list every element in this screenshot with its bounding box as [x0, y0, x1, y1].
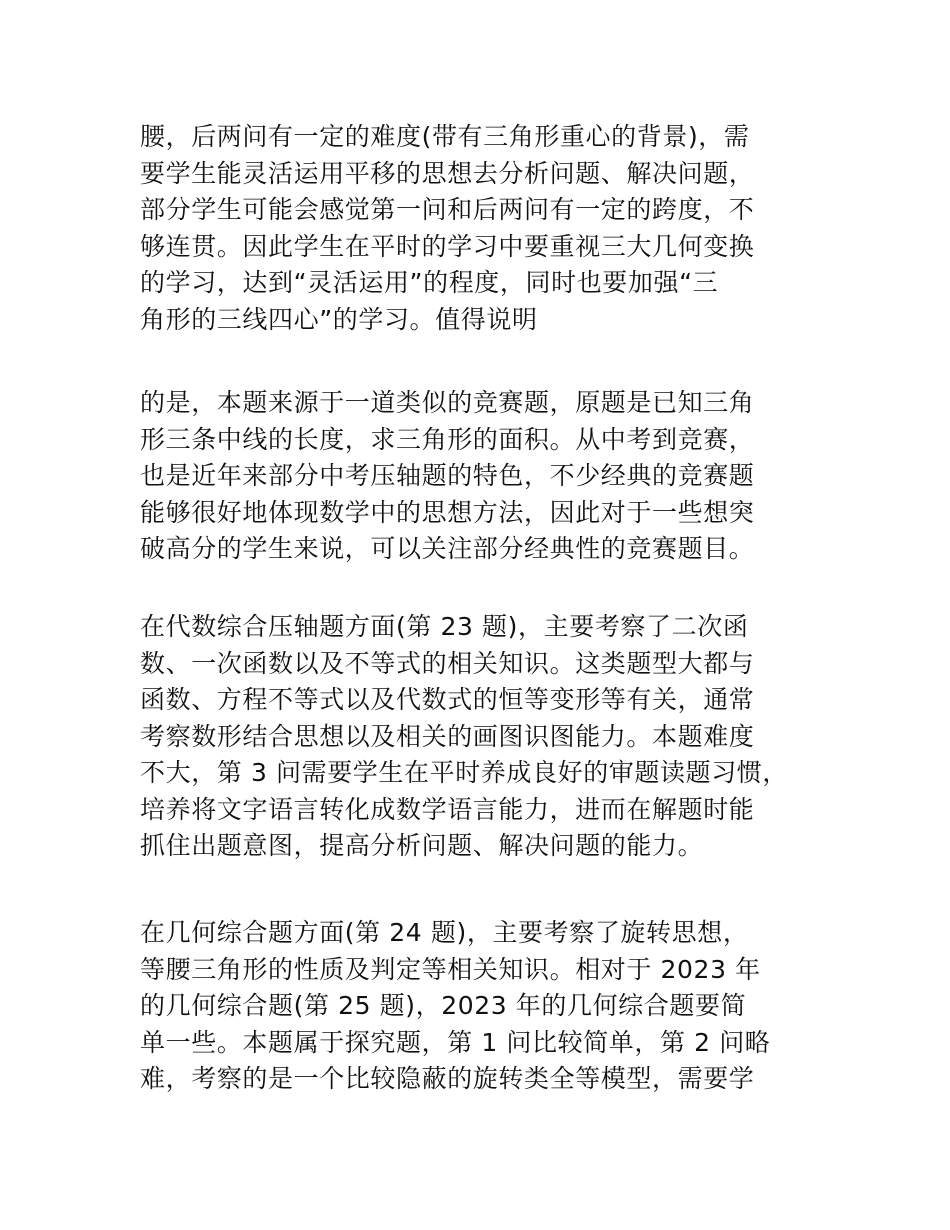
text-line: 数、一次函数以及不等式的相关知识。这类题型大都与: [140, 648, 755, 678]
paragraph-3: [140, 609, 840, 865]
text-line: 在几何综合题方面(第 24 题)，主要考察了旋转思想，: [140, 918, 749, 947]
text-line: 培养将文字语言转化成数学语言能力，进而在解题时能: [140, 794, 755, 824]
text-line: 腰，后两问有一定的难度(带有三角形重心的背景)，需: [140, 122, 750, 151]
text-line: 难，考察的是一个比较隐蔽的旋转类全等模型，需要学: [140, 1064, 755, 1093]
text-line: 角形的三线四心”的学习。值得说明: [140, 304, 538, 334]
paragraph-4: [140, 915, 840, 1098]
text-line: 函数、方程不等式以及代数式的恒等变形等有关，通常: [140, 685, 755, 714]
text-line: 也是近年来部分中考压轴题的特色，不少经典的竞赛题: [140, 461, 755, 490]
text-line: 能够很好地体现数学中的思想方法，因此对于一些想突: [140, 497, 755, 527]
text-line: 等腰三角形的性质及判定等相关知识。相对于 2023 年: [140, 954, 761, 984]
text-line: 不大，第 3 问需要学生在平时养成良好的审题读题习惯，: [140, 758, 789, 787]
text-line: 够连贯。因此学生在平时的学习中要重视三大几何变换: [140, 231, 755, 261]
text-line: 抓住出题意图，提高分析问题、解决问题的能力。: [140, 831, 704, 860]
paragraph-1: [140, 119, 840, 338]
text-line: 要学生能灵活运用平移的思想去分析问题、解决问题，: [140, 158, 755, 188]
text-line: 在代数综合压轴题方面(第 23 题)，主要考察了二次函: [140, 612, 749, 641]
text-line: 考察数形结合思想以及相关的画图识图能力。本题难度: [140, 721, 755, 751]
text-line: 破高分的学生来说，可以关注部分经典性的竞赛题目。: [140, 534, 755, 563]
text-line: 部分学生可能会感觉第一问和后两问有一定的跨度，不: [140, 195, 755, 224]
text-line: 的学习，达到“灵活运用”的程度，同时也要加强“三: [140, 268, 719, 297]
text-line: 形三条中线的长度，求三角形的面积。从中考到竞赛，: [140, 424, 755, 454]
text-line: 单一些。本题属于探究题，第 1 问比较简单，第 2 问略: [140, 1027, 771, 1057]
text-line: 的几何综合题(第 25 题)，2023 年的几何综合题要简: [140, 991, 747, 1020]
text-line: 的是，本题来源于一道类似的竞赛题，原题是已知三角: [140, 388, 755, 417]
paragraph-2: [140, 385, 840, 568]
